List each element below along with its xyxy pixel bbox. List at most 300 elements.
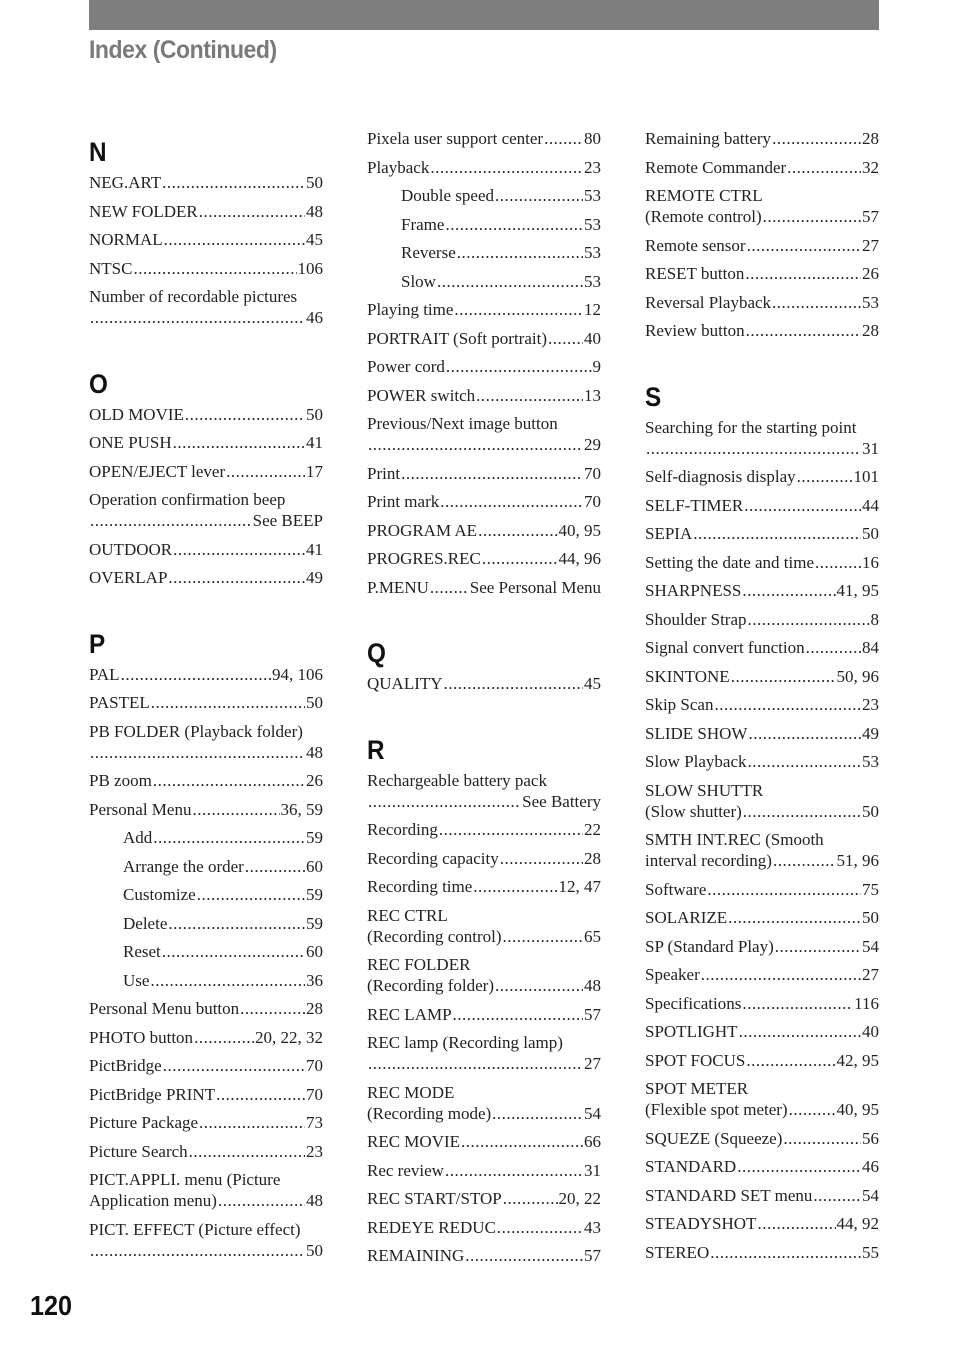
index-entry (89, 1055, 323, 1084)
page-reference: 27 (862, 235, 879, 255)
page-reference: See Personal Menu (469, 577, 601, 597)
page-reference: 46 (862, 1157, 879, 1176)
index-entry (89, 770, 323, 799)
index-subentry (89, 884, 323, 913)
page-reference: 50 (862, 908, 879, 927)
index-entry (89, 1219, 323, 1269)
entry-term: PB FOLDER (Playback folder) (89, 721, 303, 741)
leader-dots (746, 320, 861, 341)
index-subentry (367, 271, 601, 300)
index-entry (367, 1160, 601, 1189)
entry-term: Remaining battery (645, 129, 772, 148)
index-subentry (367, 185, 601, 214)
page-reference: 70 (584, 492, 601, 511)
page-reference: 55 (862, 1242, 879, 1262)
index-entry (367, 876, 601, 905)
leader-dots (773, 850, 836, 871)
entry-term: Operation confirmation beep (89, 490, 286, 509)
leader-dots (368, 434, 583, 455)
index-entry (89, 432, 323, 461)
index-entry (645, 1185, 879, 1214)
entry-term: RESET button (645, 264, 745, 283)
index-entry (367, 157, 601, 186)
page-reference: 106 (297, 258, 323, 278)
leader-dots (492, 1103, 583, 1124)
index-subentry (89, 941, 323, 970)
index-entry (645, 263, 879, 292)
leader-dots (783, 1128, 861, 1149)
section-letter: P (89, 628, 106, 659)
entry-term: Use (123, 970, 150, 990)
entry-term: Software (645, 879, 707, 899)
leader-dots (368, 1053, 583, 1074)
leader-dots (162, 172, 305, 193)
entry-term: Playing time (367, 300, 454, 319)
entry-term: NORMAL (89, 230, 163, 249)
entry-term-continued: (Recording mode) (367, 1103, 492, 1123)
index-entry (89, 664, 323, 693)
index-entry (645, 580, 879, 609)
leader-dots (90, 510, 252, 531)
index-entry (645, 417, 879, 467)
entry-term: PAL (89, 664, 120, 684)
index-entry (645, 907, 879, 936)
entry-term: REC FOLDER (367, 955, 471, 974)
index-entry (367, 356, 601, 385)
page-reference: 22 (584, 820, 601, 839)
page-reference: 28 (862, 129, 879, 148)
index-entry (645, 829, 879, 879)
leader-dots (789, 1099, 836, 1120)
index-entry (89, 1084, 323, 1113)
index-entry (367, 577, 601, 606)
page-reference: 50 (306, 693, 323, 712)
index-entry (645, 466, 879, 495)
page-reference: 44, 92 (836, 1214, 879, 1233)
page-reference: 41 (306, 539, 323, 559)
entry-term: STEREO (645, 1242, 710, 1262)
page-reference: 50 (306, 173, 323, 192)
page-reference: 43 (584, 1217, 601, 1237)
leader-dots (763, 206, 861, 227)
index-entry (367, 328, 601, 357)
entry-term: Shoulder Strap (645, 609, 747, 629)
page-reference: 84 (862, 638, 879, 657)
index-entry (645, 523, 879, 552)
page-reference: 75 (862, 879, 879, 899)
entry-term: NEG.ART (89, 173, 162, 192)
page-reference: 12, 47 (558, 877, 601, 896)
page-reference: 70 (306, 1084, 323, 1104)
page-reference: 41 (306, 433, 323, 452)
index-entry (645, 993, 879, 1022)
entry-term: Specifications (645, 993, 742, 1013)
leader-dots (133, 258, 296, 279)
page-reference: 20, 22 (558, 1189, 601, 1208)
entry-term: NEW FOLDER (89, 201, 198, 221)
index-column-3 (645, 128, 879, 1270)
leader-dots (90, 742, 305, 763)
index-entry (645, 637, 879, 666)
index-entry (367, 1188, 601, 1217)
page-reference: 41, 95 (836, 581, 879, 600)
leader-dots (745, 263, 861, 284)
page-reference: 73 (306, 1113, 323, 1132)
leader-dots (461, 1131, 583, 1152)
page-reference: 59 (306, 828, 323, 847)
entry-term: SHARPNESS (645, 581, 742, 600)
entry-term: Reversal Playback (645, 292, 772, 312)
page-reference: 45 (306, 230, 323, 249)
page-reference: 94, 106 (272, 664, 323, 684)
leader-dots (473, 876, 557, 897)
leader-dots (775, 936, 861, 957)
index-entry (645, 723, 879, 752)
index-entry (645, 1021, 879, 1050)
entry-term: OLD MOVIE (89, 404, 184, 424)
page-reference: 50 (862, 524, 879, 543)
page-reference: 70 (306, 1056, 323, 1075)
index-entry (367, 848, 601, 877)
leader-dots (772, 292, 861, 313)
page-reference: 29 (584, 435, 601, 454)
entry-term-continued: (Flexible spot meter) (645, 1100, 788, 1119)
entry-term: Setting the date and time (645, 552, 815, 572)
leader-dots (194, 1027, 254, 1048)
leader-dots (757, 1213, 835, 1234)
entry-term: Rec review (367, 1160, 444, 1180)
leader-dots (440, 491, 583, 512)
page-reference: 44, 96 (558, 549, 601, 568)
index-entry (367, 1082, 601, 1132)
leader-dots (430, 577, 469, 598)
page-reference: 28 (306, 999, 323, 1018)
entry-term: SQUEZE (Squeeze) (645, 1128, 783, 1148)
entry-term: PICT.APPLI. menu (Picture (89, 1170, 281, 1189)
leader-dots (151, 692, 305, 713)
entry-term-continued: (Remote control) (645, 207, 762, 226)
page-reference: 28 (584, 848, 601, 868)
entry-term: PASTEL (89, 693, 150, 712)
leader-dots (746, 1050, 835, 1071)
index-entry (89, 229, 323, 258)
entry-term: Speaker (645, 965, 700, 984)
leader-dots (646, 438, 861, 459)
leader-dots (503, 1188, 558, 1209)
page-reference: 59 (306, 913, 323, 933)
page-reference: 53 (584, 186, 601, 205)
page-reference: 36, 59 (280, 799, 323, 819)
page-reference: 20, 22, 32 (255, 1027, 323, 1047)
leader-dots (731, 666, 836, 687)
leader-dots (153, 827, 305, 848)
page-reference: 50 (306, 404, 323, 424)
page-reference: 48 (584, 976, 601, 995)
leader-dots (216, 1084, 305, 1105)
leader-dots (806, 637, 861, 658)
page-reference: 40 (862, 1022, 879, 1041)
leader-dots (728, 907, 861, 928)
entry-term: Reset (123, 942, 161, 961)
leader-dots (240, 998, 305, 1019)
entry-term: Previous/Next image button (367, 414, 558, 433)
index-entry (645, 666, 879, 695)
page-reference: 53 (862, 752, 879, 771)
entry-term: PORTRAIT (Soft portrait) (367, 328, 547, 348)
index-entry (89, 567, 323, 596)
page-reference: 13 (584, 385, 601, 405)
entry-term: Power cord (367, 357, 445, 376)
index-entry (645, 185, 879, 235)
page-reference: 49 (306, 568, 323, 587)
entry-term: STEADYSHOT (645, 1214, 757, 1233)
page-reference: 49 (862, 723, 879, 743)
index-entry (367, 1217, 601, 1246)
section-letter: N (89, 137, 107, 167)
leader-dots (544, 128, 583, 149)
leader-dots (500, 848, 583, 869)
index-section (645, 128, 879, 349)
leader-dots (164, 229, 305, 250)
index-entry (89, 201, 323, 230)
index-entry (367, 954, 601, 1004)
page-reference: 57 (584, 1004, 601, 1024)
entry-term: SKINTONE (645, 666, 730, 686)
entry-term: SP (Standard Play) (645, 936, 774, 956)
leader-dots (199, 1112, 305, 1133)
page-reference: 40, 95 (836, 1100, 879, 1119)
entry-term-continued: (Slow shutter) (645, 801, 742, 821)
leader-dots (815, 552, 861, 573)
entry-term: SOLARIZE (645, 908, 728, 927)
leader-dots (497, 1217, 583, 1238)
section-letter: S (645, 381, 662, 412)
leader-dots (797, 466, 853, 487)
leader-dots (743, 801, 861, 822)
leader-dots (368, 791, 521, 812)
leader-dots (437, 271, 583, 292)
leader-dots (445, 1160, 583, 1181)
page-reference: 27 (862, 965, 879, 984)
index-entry (89, 998, 323, 1027)
index-entry (367, 1032, 601, 1082)
leader-dots (168, 913, 305, 934)
leader-dots (189, 1141, 305, 1162)
entry-term: PHOTO button (89, 1027, 194, 1047)
entry-term: Number of recordable pictures (89, 287, 298, 306)
leader-dots (439, 819, 583, 840)
leader-dots (465, 1245, 583, 1266)
leader-dots (197, 884, 305, 905)
page-reference: 57 (584, 1246, 601, 1265)
page-reference: 60 (306, 856, 323, 876)
entry-term: SLOW SHUTTR (645, 780, 764, 800)
index-entry (89, 1112, 323, 1141)
index-subentry (89, 913, 323, 942)
header-bar (89, 0, 879, 30)
leader-dots (453, 1004, 583, 1025)
index-entry (89, 721, 323, 771)
index-entry (645, 320, 879, 349)
index-entry (645, 751, 879, 780)
page-reference: 48 (306, 201, 323, 221)
page-reference: 101 (853, 467, 879, 486)
index-entry (645, 780, 879, 830)
index-entry (367, 385, 601, 414)
page-reference: 42, 95 (836, 1050, 879, 1070)
entry-term: PictBridge (89, 1056, 162, 1075)
page-reference: 56 (862, 1128, 879, 1148)
entry-term: OPEN/EJECT lever (89, 461, 226, 481)
entry-term: PROGRES.REC (367, 549, 481, 568)
page-reference: See BEEP (252, 511, 323, 530)
entry-term: Slow Playback (645, 752, 747, 771)
entry-term: P.MENU (367, 577, 429, 597)
page-reference: 57 (862, 207, 879, 226)
page-reference: 53 (584, 214, 601, 234)
entry-term: Delete (123, 913, 168, 933)
entry-term: Playback (367, 157, 430, 177)
index-entry (89, 692, 323, 721)
index-subentry (367, 214, 601, 243)
leader-dots (693, 523, 861, 544)
entry-term: Customize (123, 885, 196, 904)
page-reference: 53 (862, 292, 879, 312)
index-entry (645, 157, 879, 186)
leader-dots (495, 185, 583, 206)
page-reference: 26 (306, 771, 323, 790)
page-reference: 8 (870, 609, 879, 629)
page-reference: 45 (584, 674, 601, 693)
index-entry (89, 1169, 323, 1219)
entry-term: Searching for the starting point (645, 417, 857, 437)
index-entry (367, 548, 601, 577)
entry-term: Remote Commander (645, 157, 787, 177)
entry-term: STANDARD (645, 1157, 737, 1176)
entry-term: PICT. EFFECT (Picture effect) (89, 1219, 301, 1239)
page-reference: 31 (862, 438, 879, 458)
entry-term: NTSC (89, 258, 133, 278)
index-entry (89, 461, 323, 490)
page-reference: 50 (862, 801, 879, 821)
entry-term: PROGRAM AE (367, 520, 478, 540)
entry-term: SELF-TIMER (645, 495, 744, 515)
index-section (645, 377, 879, 1271)
page-reference: 53 (584, 243, 601, 262)
leader-dots (192, 799, 279, 820)
leader-dots (710, 1242, 861, 1263)
index-entry (645, 1242, 879, 1271)
page-reference: See Battery (522, 791, 601, 811)
index-entry (367, 463, 601, 492)
entry-term: REC LAMP (367, 1004, 452, 1024)
entry-term: PictBridge PRINT (89, 1084, 216, 1104)
leader-dots (90, 307, 305, 328)
entry-term: OVERLAP (89, 568, 168, 587)
page-reference: 23 (862, 695, 879, 714)
entry-term: Pixela user support center (367, 129, 544, 148)
leader-dots (454, 299, 583, 320)
page-reference: 48 (306, 1191, 323, 1210)
page-reference: 36 (306, 970, 323, 990)
index-column-1 (89, 128, 323, 1268)
entry-term: Skip Scan (645, 695, 714, 714)
entry-term: POWER switch (367, 385, 476, 405)
index-entry (645, 936, 879, 965)
entry-term-continued: (Recording control) (367, 926, 502, 946)
index-entry (645, 1156, 879, 1185)
page-reference: 28 (862, 321, 879, 340)
page-reference: 44 (862, 495, 879, 515)
page-reference: 50 (306, 1240, 323, 1260)
leader-dots (199, 201, 305, 222)
page-reference: 32 (862, 157, 879, 177)
page-reference: 54 (584, 1103, 601, 1123)
page-reference: 31 (584, 1160, 601, 1180)
leader-dots (742, 993, 853, 1014)
index-subentry (89, 856, 323, 885)
index-entry (89, 539, 323, 568)
index-entry (367, 1004, 601, 1033)
leader-dots (121, 664, 271, 685)
page-reference: 23 (306, 1141, 323, 1161)
index-entry (645, 879, 879, 908)
leader-dots (150, 970, 305, 991)
entry-term: Print mark (367, 492, 440, 511)
entry-term: PB zoom (89, 771, 152, 790)
leader-dots (401, 463, 583, 484)
leader-dots (444, 673, 583, 694)
entry-term-continued: (Recording folder) (367, 976, 494, 995)
page-reference: 46 (306, 308, 323, 327)
index-section (89, 624, 323, 1269)
entry-term: Print (367, 463, 401, 483)
index-entry (89, 799, 323, 828)
leader-dots (446, 356, 592, 377)
index-entry (367, 905, 601, 955)
entry-term: REC CTRL (367, 905, 448, 925)
index-entry (645, 292, 879, 321)
index-entry (89, 404, 323, 433)
entry-term: Picture Search (89, 1141, 188, 1161)
leader-dots (503, 926, 583, 947)
entry-term: REMAINING (367, 1246, 465, 1265)
entry-term-continued: interval recording) (645, 851, 772, 870)
page-reference: 60 (306, 942, 323, 961)
leader-dots (747, 235, 861, 256)
entry-term: SLIDE SHOW (645, 723, 748, 743)
index-entry (645, 1128, 879, 1157)
index-section (367, 128, 601, 605)
page-reference: 51, 96 (836, 851, 879, 870)
page-reference: 12 (584, 300, 601, 319)
entry-term: Add (123, 828, 153, 847)
index-entry (367, 299, 601, 328)
index-entry (645, 1078, 879, 1128)
leader-dots (772, 128, 861, 149)
page-reference: 66 (584, 1132, 601, 1151)
index-section (89, 364, 323, 596)
index-subentry (89, 827, 323, 856)
entry-term: REC MOVIE (367, 1132, 461, 1151)
leader-dots (430, 157, 583, 178)
entry-term: Frame (401, 214, 445, 234)
leader-dots (748, 609, 870, 630)
entry-term: REC MODE (367, 1082, 455, 1102)
page-reference: 50, 96 (836, 666, 879, 686)
page-reference: 27 (584, 1054, 601, 1073)
index-column-2 (367, 128, 601, 1274)
